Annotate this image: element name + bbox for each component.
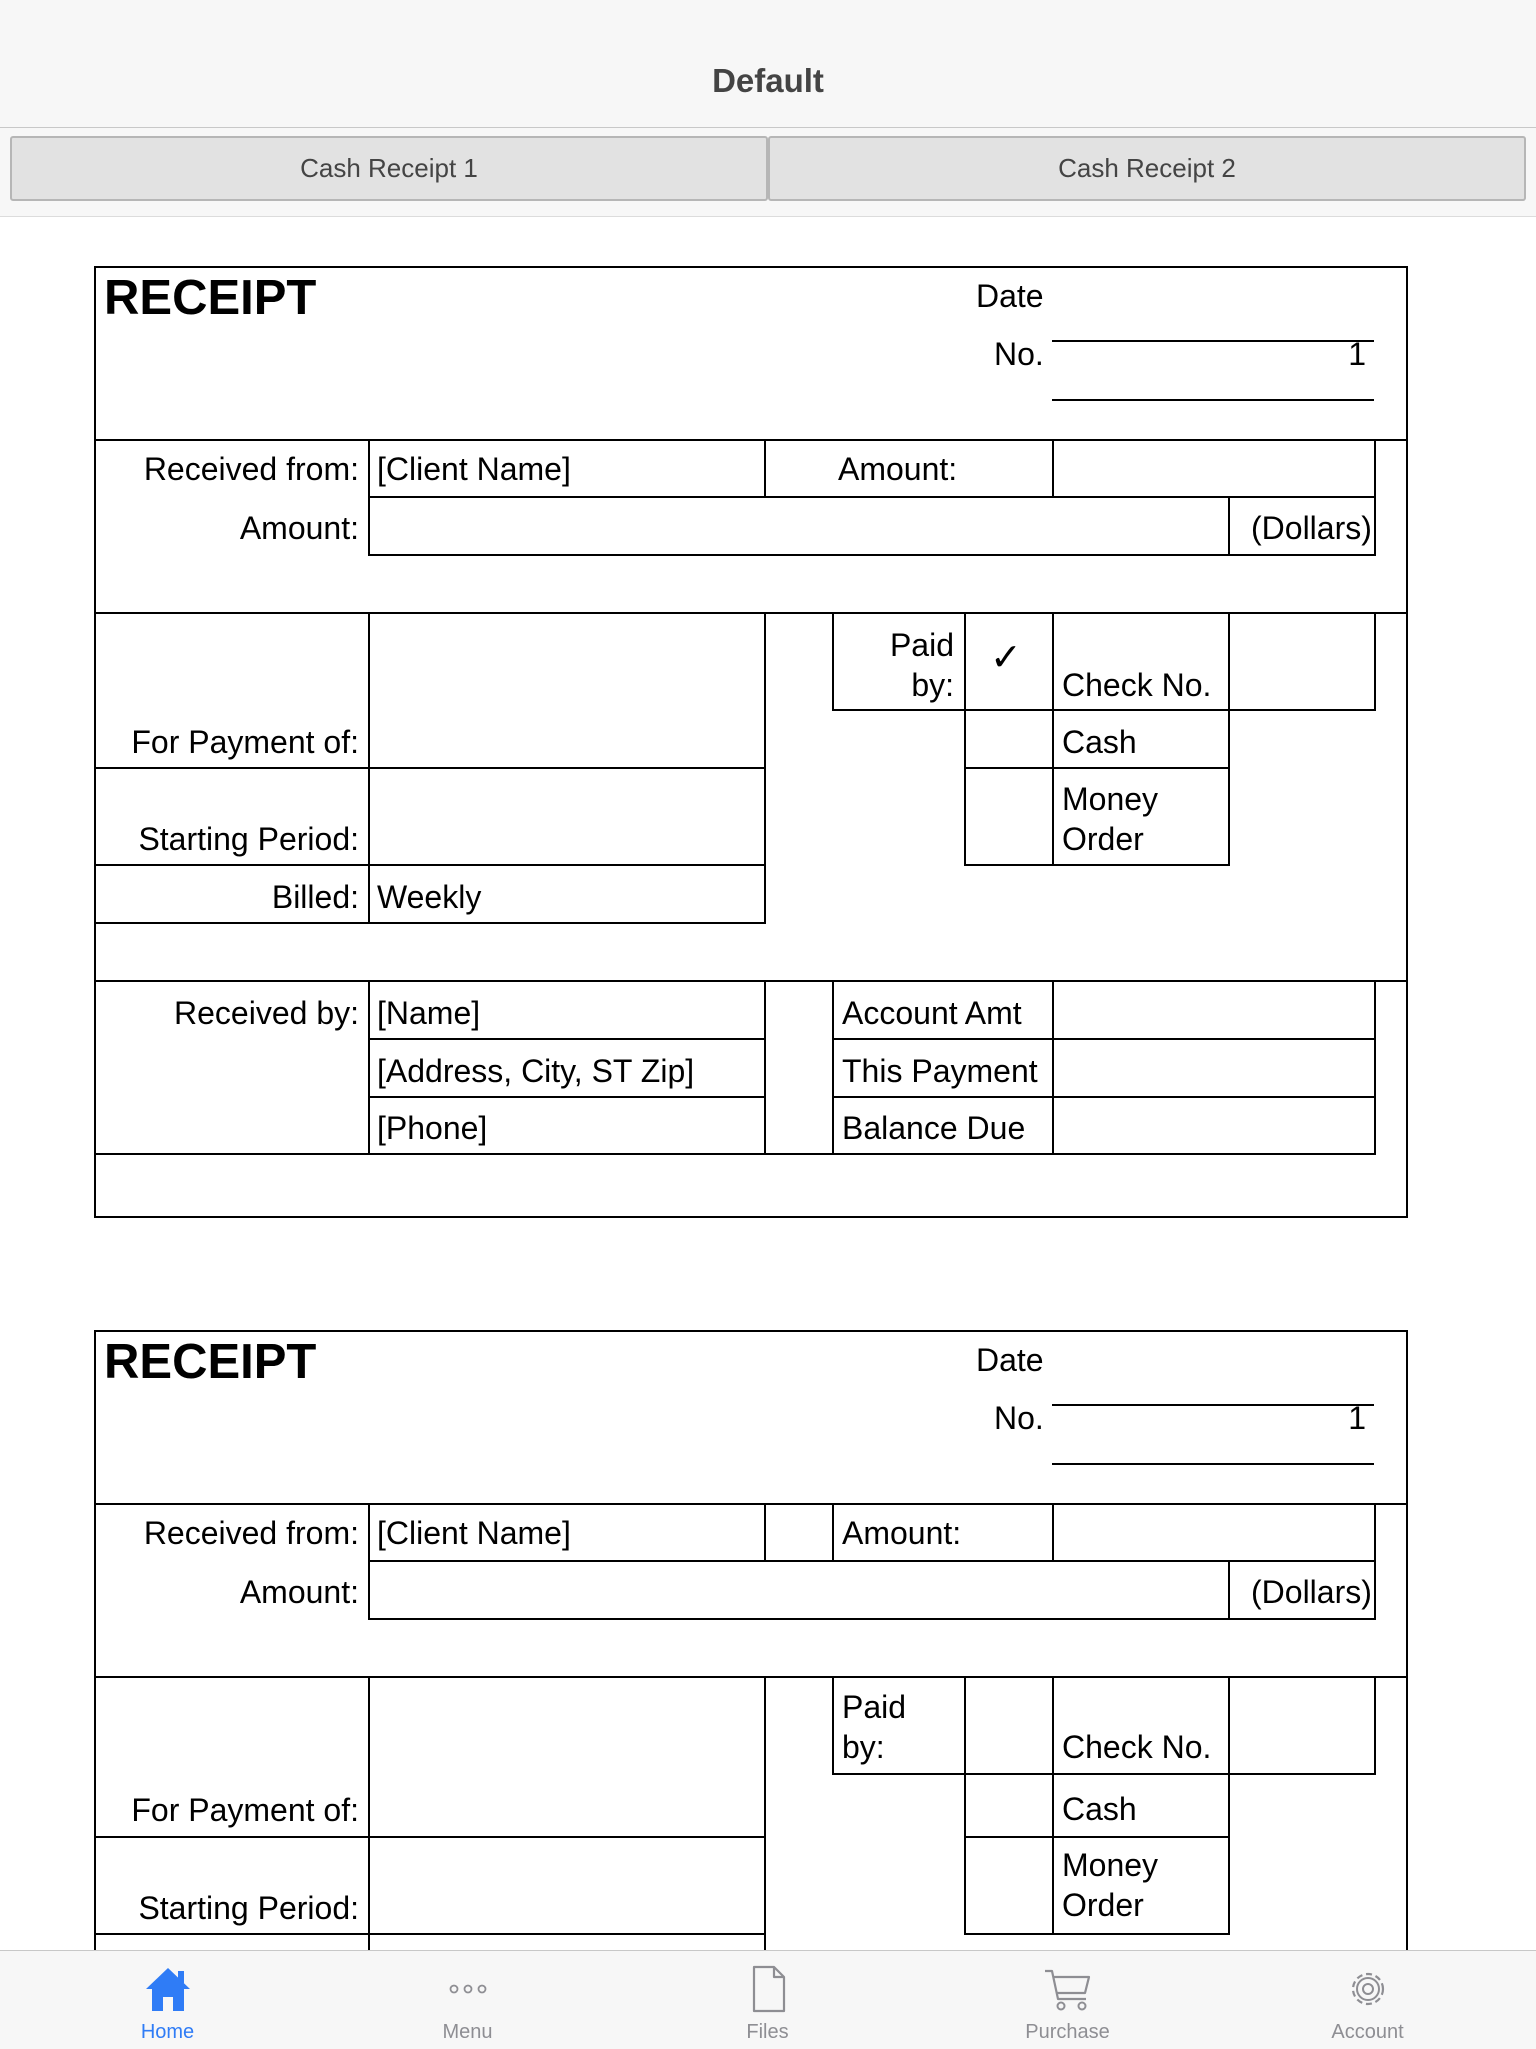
more-icon bbox=[442, 1963, 494, 2015]
receipt-2 bbox=[0, 1281, 1536, 1950]
for-payment-label: For Payment of: bbox=[131, 724, 359, 760]
balance-due-label: Balance Due bbox=[842, 1110, 1026, 1146]
billed-value: Weekly bbox=[377, 879, 482, 915]
amount-label: Amount: bbox=[239, 510, 359, 546]
date-field[interactable] bbox=[1052, 1336, 1374, 1406]
home-icon bbox=[142, 1963, 194, 2015]
address-value: [Address, City, ST Zip] bbox=[377, 1053, 695, 1089]
file-icon bbox=[742, 1963, 794, 2015]
paid-by-line1: Paid bbox=[889, 627, 954, 663]
no-label: No. bbox=[994, 336, 1044, 372]
spacer-cell bbox=[764, 1503, 834, 1562]
nav-menu[interactable] bbox=[314, 1951, 621, 2049]
date-label: Date bbox=[976, 278, 1044, 314]
nav-menu-label: Menu bbox=[442, 2021, 493, 2043]
paid-by-line1: Paid bbox=[842, 1689, 907, 1725]
nav-home-label: Home bbox=[140, 2021, 195, 2043]
amount-label: Amount: bbox=[239, 1574, 359, 1610]
received-by-label: Received by: bbox=[174, 995, 359, 1031]
spreadsheet-view[interactable] bbox=[0, 217, 1536, 1950]
receipt-title: RECEIPT bbox=[104, 271, 317, 325]
client-name-value: [Client Name] bbox=[377, 451, 571, 487]
receipt-title: RECEIPT bbox=[104, 1335, 317, 1389]
starting-period-label: Starting Period: bbox=[138, 821, 359, 857]
nav-files[interactable] bbox=[614, 1951, 921, 2049]
check-box-cash[interactable] bbox=[964, 1773, 1054, 1838]
received-from-label: Received from: bbox=[143, 451, 359, 487]
date-field[interactable] bbox=[1052, 272, 1374, 342]
tab-cash-receipt-1[interactable]: Cash Receipt 1 bbox=[10, 136, 768, 201]
spacer-cell bbox=[764, 980, 834, 1155]
bottom-tab-bar bbox=[0, 1950, 1536, 2049]
receipt-1 bbox=[0, 217, 1536, 1177]
tab-cash-receipt-2[interactable]: Cash Receipt 2 bbox=[768, 136, 1526, 201]
amount-label-right: Amount: bbox=[842, 1515, 962, 1551]
paid-by-line2: by: bbox=[911, 667, 954, 703]
check-box-money-order[interactable] bbox=[964, 1836, 1054, 1935]
this-payment-field[interactable] bbox=[1052, 1038, 1376, 1098]
for-payment-field[interactable] bbox=[368, 1676, 766, 1838]
money-order-line1: Money bbox=[1062, 1847, 1159, 1883]
nav-account[interactable] bbox=[1214, 1951, 1521, 2049]
navigation-bar bbox=[0, 0, 1536, 128]
amount-label-right: Amount: bbox=[838, 451, 958, 487]
check-no-field[interactable] bbox=[1228, 1676, 1376, 1775]
row-divider bbox=[94, 864, 370, 866]
check-box-check[interactable] bbox=[964, 1676, 1054, 1775]
gear-icon bbox=[1342, 1963, 1394, 2015]
row-divider bbox=[94, 1933, 370, 1935]
check-no-label: Check No. bbox=[1062, 667, 1212, 703]
check-no-label: Check No. bbox=[1062, 1729, 1212, 1765]
amount-field[interactable] bbox=[1052, 1503, 1376, 1562]
amount-words-field[interactable] bbox=[368, 1560, 1230, 1620]
no-value: 1 bbox=[1348, 336, 1366, 372]
money-order-line2: Order bbox=[1062, 1887, 1144, 1923]
billed-field[interactable] bbox=[368, 1933, 766, 1950]
amount-words-field[interactable] bbox=[368, 496, 1230, 556]
received-from-label: Received from: bbox=[143, 1515, 359, 1551]
dollars-label: (Dollars) bbox=[1251, 1574, 1372, 1610]
for-payment-label: For Payment of: bbox=[131, 1792, 359, 1828]
check-mark-icon: ✓ bbox=[990, 637, 1022, 679]
account-amt-field[interactable] bbox=[1052, 980, 1376, 1040]
row-divider bbox=[94, 1836, 370, 1838]
nav-purchase[interactable] bbox=[914, 1951, 1221, 2049]
balance-due-field[interactable] bbox=[1052, 1096, 1376, 1155]
cash-label: Cash bbox=[1062, 1791, 1137, 1827]
nav-account-label: Account bbox=[1331, 2021, 1404, 2043]
amount-field[interactable] bbox=[1052, 439, 1376, 498]
cart-icon bbox=[1042, 1963, 1094, 2015]
for-payment-field[interactable] bbox=[368, 612, 766, 769]
money-order-line2: Order bbox=[1062, 821, 1144, 857]
no-label: No. bbox=[994, 1400, 1044, 1436]
billed-label: Billed: bbox=[271, 879, 359, 915]
check-no-field[interactable] bbox=[1228, 612, 1376, 711]
cash-label: Cash bbox=[1062, 724, 1137, 760]
check-box-money-order[interactable] bbox=[964, 767, 1054, 866]
row-divider bbox=[94, 1153, 370, 1155]
this-payment-label: This Payment bbox=[842, 1053, 1038, 1089]
date-label: Date bbox=[976, 1342, 1044, 1378]
paid-by-line2: by: bbox=[842, 1729, 885, 1765]
client-name-value: [Client Name] bbox=[377, 1515, 571, 1551]
starting-period-field[interactable] bbox=[368, 767, 766, 866]
dollars-label: (Dollars) bbox=[1251, 510, 1372, 546]
check-box-cash[interactable] bbox=[964, 709, 1054, 769]
sheet-tabs bbox=[0, 128, 1536, 217]
nav-home[interactable] bbox=[14, 1951, 321, 2049]
name-value: [Name] bbox=[377, 995, 481, 1031]
page-title: Default bbox=[712, 62, 824, 99]
no-value: 1 bbox=[1348, 1400, 1366, 1436]
account-amt-label: Account Amt bbox=[842, 995, 1022, 1031]
row-divider bbox=[94, 767, 370, 769]
money-order-line1: Money bbox=[1062, 781, 1159, 817]
phone-value: [Phone] bbox=[377, 1110, 488, 1146]
row-divider bbox=[94, 922, 370, 924]
nav-files-label: Files bbox=[746, 2021, 789, 2043]
starting-period-label: Starting Period: bbox=[138, 1890, 359, 1926]
nav-purchase-label: Purchase bbox=[1025, 2021, 1110, 2043]
starting-period-field[interactable] bbox=[368, 1836, 766, 1935]
